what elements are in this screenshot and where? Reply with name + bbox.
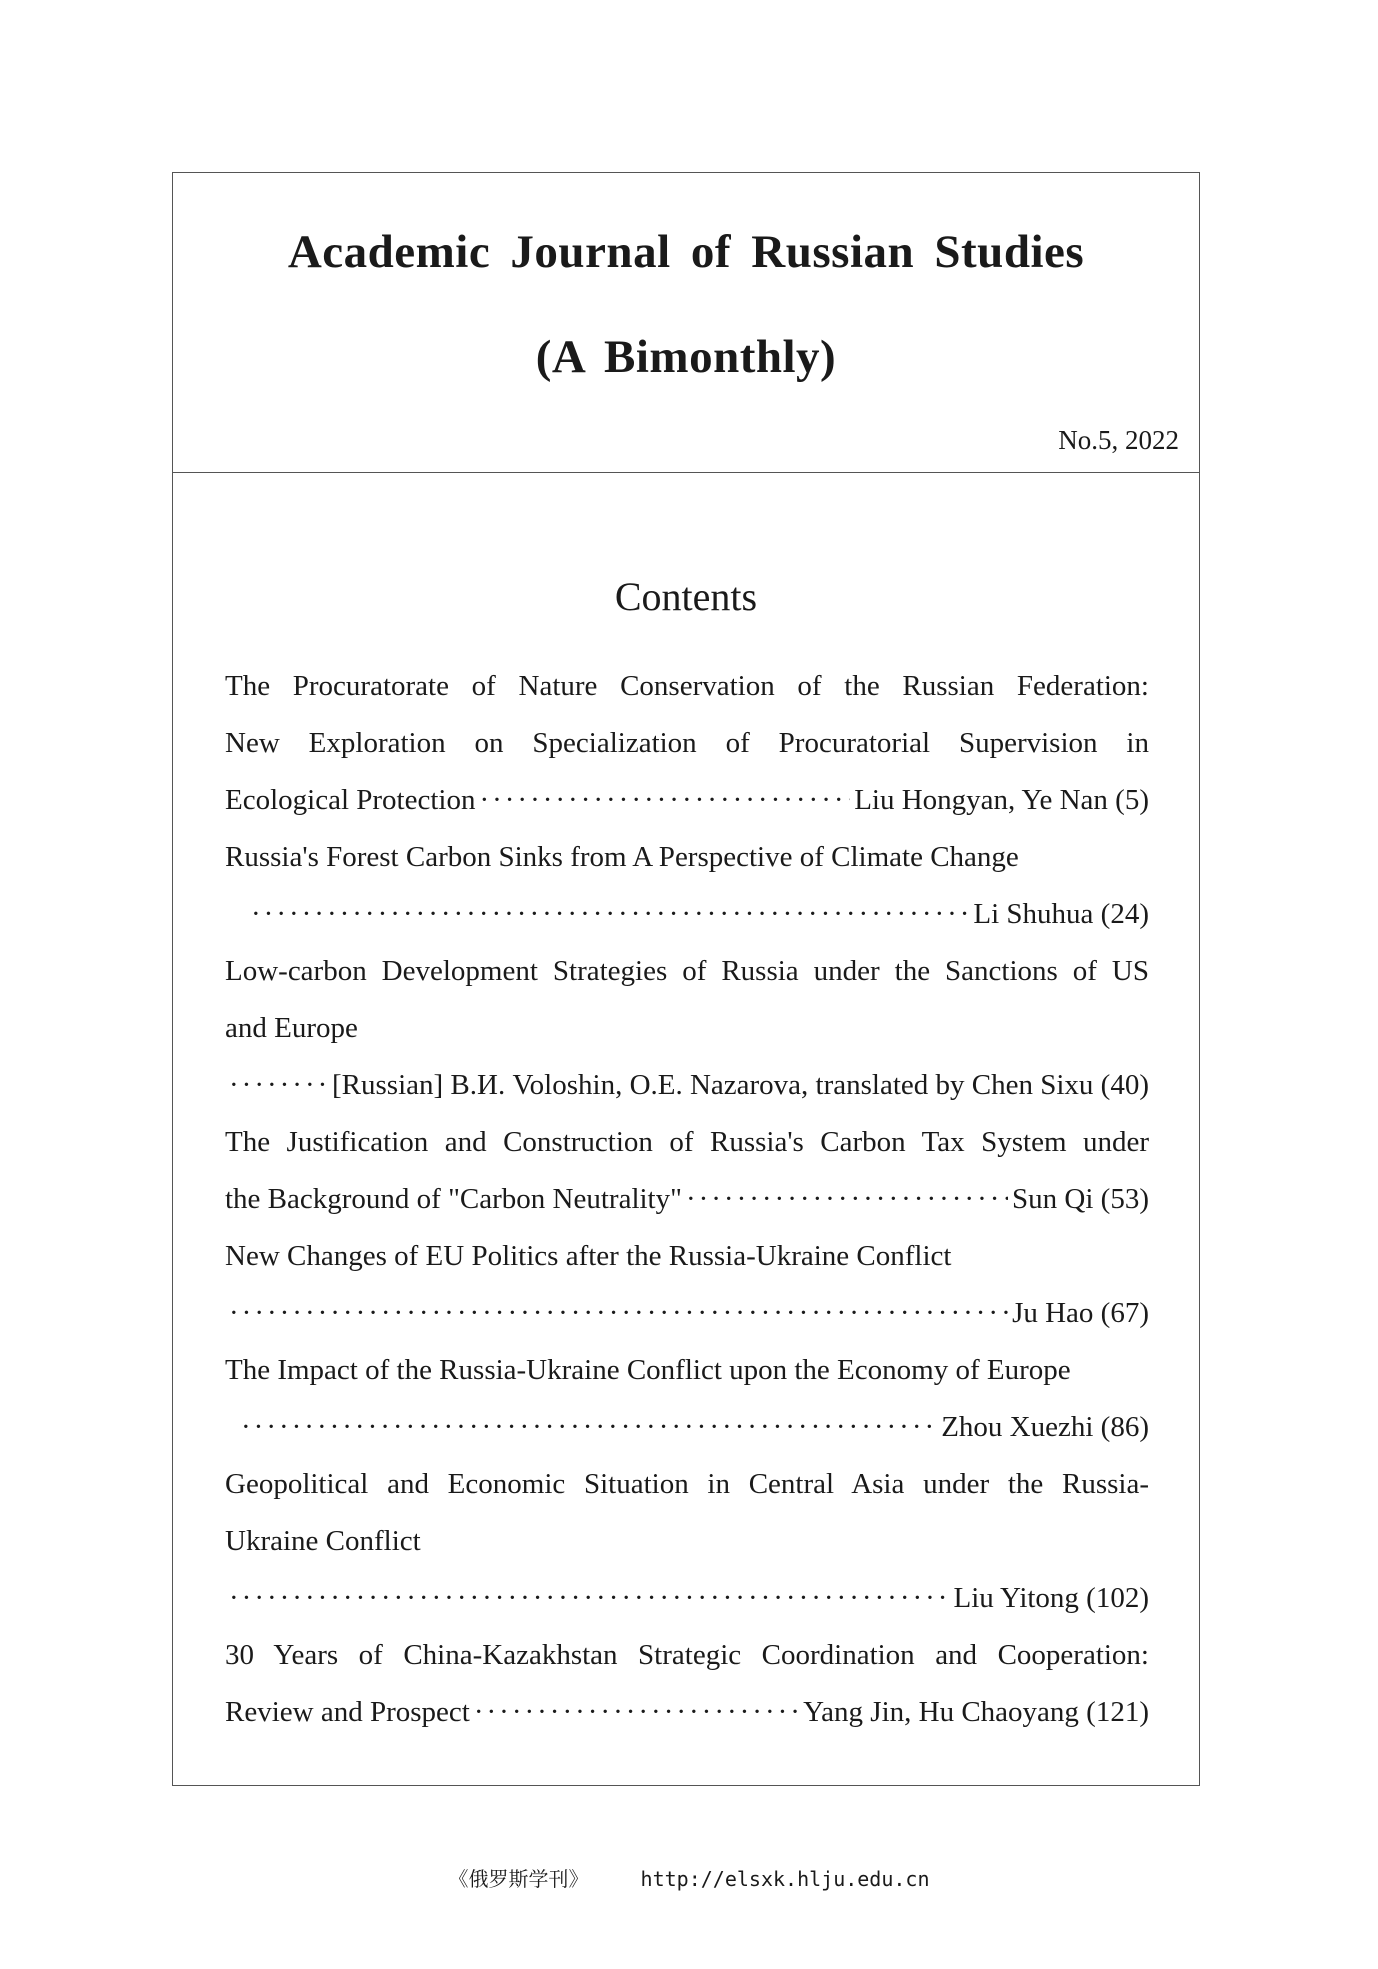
toc-entry-5-author-page: Ju Hao (67) xyxy=(1012,1297,1149,1329)
toc-entry-3-line-1: Low-carbon Development Strategies of Russia under the Sanctions of US xyxy=(225,955,1149,987)
toc-entry-6-leader[interactable] xyxy=(225,1399,1149,1456)
toc-entry-4-line-2: the Background of "Carbon Neutrality" xyxy=(225,1183,682,1215)
toc-entry-3-author-page: [Russian] В.И. Voloshin, O.E. Nazarova, translated by Chen Sixu (40) xyxy=(332,1069,1149,1101)
toc-entry-7-leader[interactable] xyxy=(225,1570,1149,1627)
toc-entry-4-line-1: The Justification and Construction of Russia's Carbon Tax System under xyxy=(225,1126,1149,1158)
toc-entry-5-line-1: New Changes of EU Politics after the Russia-Ukraine Conflict xyxy=(225,1240,952,1272)
toc-entry-8-author-page: Yang Jin, Hu Chaoyang (121) xyxy=(803,1696,1149,1728)
toc-entry-3-leader[interactable] xyxy=(225,1057,1149,1114)
toc-entry-3-line-2: and Europe xyxy=(225,1012,358,1044)
toc-entry-2-author-page: Li Shuhua (24) xyxy=(973,898,1149,930)
toc-entry-8-line-2: Review and Prospect xyxy=(225,1696,470,1728)
dot-leader xyxy=(229,1285,1008,1342)
toc-entry-6-line-1: The Impact of the Russia-Ukraine Conflict upon the Economy of Europe xyxy=(225,1354,1071,1386)
dot-leader xyxy=(229,1570,950,1627)
toc-entry-1-line-1: The Procuratorate of Nature Conservation of the Russian Federation: xyxy=(225,670,1149,702)
footer-url[interactable]: http://elsxk.hlju.edu.cn xyxy=(640,1867,930,1891)
dot-leader xyxy=(479,772,850,829)
toc-entry-6-author-page: Zhou Xuezhi (86) xyxy=(941,1411,1149,1443)
toc-entry-1-line-3: Ecological Protection xyxy=(225,784,476,816)
toc-entry-2-leader[interactable] xyxy=(225,886,1149,943)
footer-journal-name: 《俄罗斯学刊》 xyxy=(448,1867,589,1891)
contents-heading: Contents xyxy=(614,574,758,619)
toc-entry-8-line-1: 30 Years of China-Kazakhstan Strategic Coordination and Cooperation: xyxy=(225,1639,1149,1671)
toc-entry-1-line-2: New Exploration on Specialization of Procuratorial Supervision in xyxy=(225,727,1149,759)
dot-leader xyxy=(686,1171,1008,1228)
toc-entry-7-line-2: Ukraine Conflict xyxy=(225,1525,421,1557)
masthead xyxy=(173,173,1199,473)
toc-entry-2-line-1: Russia's Forest Carbon Sinks from A Perspective of Climate Change xyxy=(225,841,1019,873)
dot-leader xyxy=(241,1399,937,1456)
toc-entry-7-line-1: Geopolitical and Economic Situation in Central Asia under the Russia- xyxy=(225,1468,1149,1500)
journal-title: Academic Journal of Russian Studies xyxy=(287,226,1085,278)
dot-leader xyxy=(474,1684,799,1741)
toc-entry-8-leader[interactable] xyxy=(225,1684,1149,1741)
table-of-contents xyxy=(225,658,1149,1741)
toc-entry-4-author-page: Sun Qi (53) xyxy=(1012,1183,1149,1215)
toc-entry-1-leader[interactable] xyxy=(225,772,1149,829)
toc-entry-4-leader[interactable] xyxy=(225,1171,1149,1228)
dot-leader xyxy=(251,886,969,943)
toc-entry-1-author-page: Liu Hongyan, Ye Nan (5) xyxy=(854,784,1149,816)
journal-subtitle: (A Bimonthly) xyxy=(535,331,837,383)
dot-leader xyxy=(229,1057,328,1114)
toc-entry-5-leader[interactable] xyxy=(225,1285,1149,1342)
page-footer xyxy=(0,1863,1378,1892)
issue-number: No.5, 2022 xyxy=(1058,425,1179,455)
journal-frame xyxy=(172,172,1200,1786)
toc-entry-7-author-page: Liu Yitong (102) xyxy=(953,1582,1149,1614)
